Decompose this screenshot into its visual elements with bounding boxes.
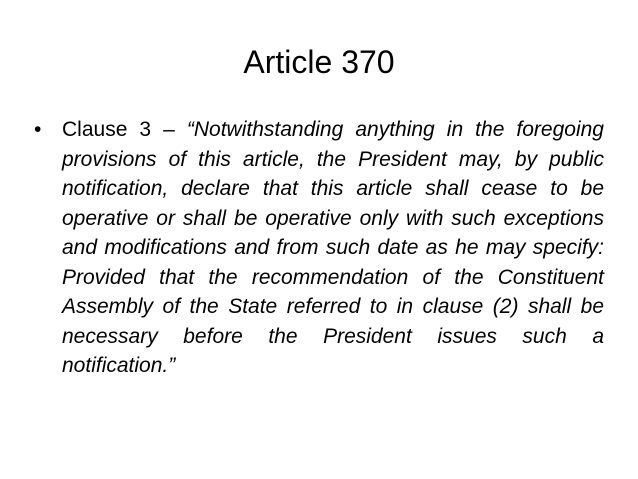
slide-title: Article 370 — [243, 44, 395, 80]
clause-label: Clause 3 – — [62, 118, 187, 141]
bullet-list — [34, 115, 604, 381]
bullet-marker: • — [34, 118, 42, 141]
list-item — [34, 115, 604, 381]
clause-quote-text: “Notwithstanding anything in the foregoing provisions of this article, the President may, by public notification, declare that this article shall cease to be operative or shall be operative only with such exceptions and modifications and from such date as he may specify: Provided that the recommendation of the Constituent Assembly of the State referred to in clause (2) shall be necessary before the President issues such a notification.” — [62, 118, 604, 377]
